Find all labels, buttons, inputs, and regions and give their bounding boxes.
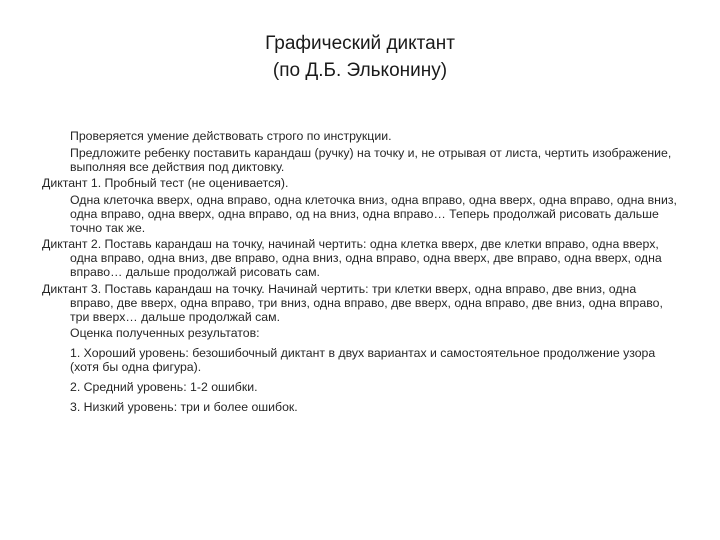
title-line-1: Графический диктант xyxy=(265,33,455,54)
paragraph-level-good: 1. Хороший уровень: безошибочный диктант в двух вариантах и самостоятельное продолжение узора (хотя бы одна фигура). xyxy=(70,346,656,374)
paragraph-level-low: 3. Низкий уровень: три и более ошибок. xyxy=(70,400,298,414)
paragraph-instruction-check: Проверяется умение действовать строго по инструкции. xyxy=(70,129,392,143)
paragraph-dictation-1-text: Одна клеточка вверх, одна вправо, одна клеточка вниз, одна вправо, одна вверх, одна вправо, одна вниз, одна вправо, одна вверх, одна вправо, од на вниз, одна вправо… Теперь продолжай рисовать дальше точно так же. xyxy=(70,192,677,235)
paragraph-dictation-2: Диктант 2. Поставь карандаш на точку, начинай чертить: одна клетка вверх, две клетки вправо, одна вверх, одна вправо, одна вниз, две вправо, одна вниз, одна вправо, одна вверх, две вправо, одна вверх, одна вправо… дальше продолжай рисовать сам. xyxy=(42,237,662,279)
title-line-2: (по Д.Б. Эльконину) xyxy=(272,60,448,81)
paragraph-dictation-1-heading: Диктант 1. Пробный тест (не оценивается). xyxy=(42,176,289,190)
paragraph-instruction: Предложите ребенку поставить карандаш (ручку) на точку и, не отрывая от листа, чертить изображение, выполняя все действия под диктовку. xyxy=(70,145,672,174)
slide-title xyxy=(0,30,720,84)
paragraph-level-medium: 2. Средний уровень: 1-2 ошибки. xyxy=(70,380,258,394)
paragraph-evaluation-heading: Оценка полученных результатов: xyxy=(70,326,260,340)
slide-body xyxy=(42,129,682,420)
paragraph-dictation-3: Диктант 3. Поставь карандаш на точку. Начинай чертить: три клетки вверх, одна вправо, две вниз, одна вправо, две вверх, одна вправо, три вниз, одна вправо, две вверх, одна вправо, две вниз, одна вправо, три вверх… дальше продолжай сам. xyxy=(42,281,663,324)
